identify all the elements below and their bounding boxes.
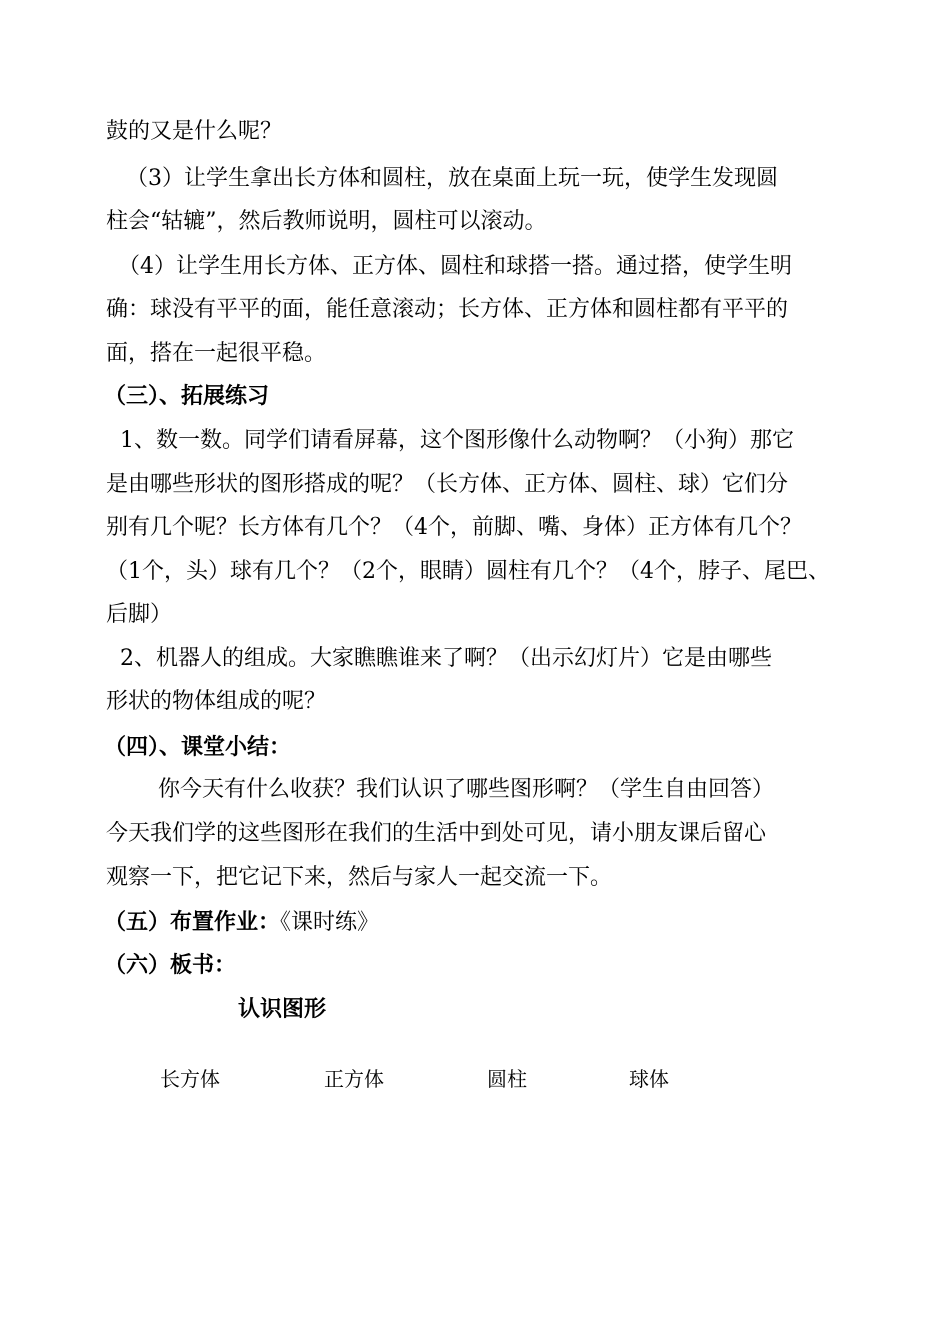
board-term-cube: 正方体 <box>324 1067 384 1091</box>
paragraph-line: 面，搭在一起很平稳。 <box>106 341 327 366</box>
board-term-cuboid: 长方体 <box>160 1067 220 1091</box>
paragraph-line: 鼓的又是什么呢？ <box>106 119 283 144</box>
paragraph-line: 2、机器人的组成。大家瞧瞧谁来了啊？（出示幻灯片）它是由哪些 <box>120 646 772 671</box>
section-heading-board: （六）板书： <box>104 953 237 978</box>
paragraph-line: 是由哪些形状的图形搭成的呢？（长方体、正方体、圆柱、球）它们分 <box>106 472 789 497</box>
paragraph-line: 今天我们学的这些图形在我们的生活中到处可见，请小朋友课后留心 <box>106 821 767 846</box>
paragraph-line: 你今天有什么收获？我们认识了哪些图形啊？（学生自由回答） <box>158 777 775 802</box>
board-term-sphere: 球体 <box>629 1067 669 1091</box>
paragraph-line: 形状的物体组成的呢？ <box>106 689 327 714</box>
paragraph-line: 1、数一数。同学们请看屏幕，这个图形像什么动物啊？（小狗）那它 <box>120 428 794 453</box>
section-heading-summary: （四）、课堂小结： <box>104 735 292 760</box>
homework-text: 《课时练》 <box>280 910 380 935</box>
paragraph-line: 别有几个呢？长方体有几个？（4个，前脚、嘴、身体）正方体有几个？ <box>106 515 802 540</box>
section-heading-homework: （五）布置作业： <box>104 910 281 935</box>
section-heading-extension: （三）、拓展练习 <box>104 384 270 409</box>
paragraph-line: 后脚） <box>106 602 173 627</box>
homework-line <box>104 909 874 937</box>
paragraph-line: 确：球没有平平的面，能任意滚动；长方体、正方体和圆柱都有平平的 <box>106 297 789 322</box>
paragraph-line: 柱会“轱辘”，然后教师说明，圆柱可以滚动。 <box>106 209 547 234</box>
board-title: 认识图形 <box>238 997 327 1022</box>
board-term-cylinder: 圆柱 <box>487 1067 527 1091</box>
paragraph-line: 观察一下，把它记下来，然后与家人一起交流一下。 <box>106 865 613 890</box>
paragraph-line: （3）让学生拿出长方体和圆柱，放在桌面上玩一玩，使学生发现圆 <box>126 166 778 191</box>
paragraph-line: （4）让学生用长方体、正方体、圆柱和球搭一搭。通过搭，使学生明 <box>118 254 792 279</box>
paragraph-line: （1个，头）球有几个？（2个，眼睛）圆柱有几个？（4个，脖子、尾巴、 <box>106 559 830 584</box>
